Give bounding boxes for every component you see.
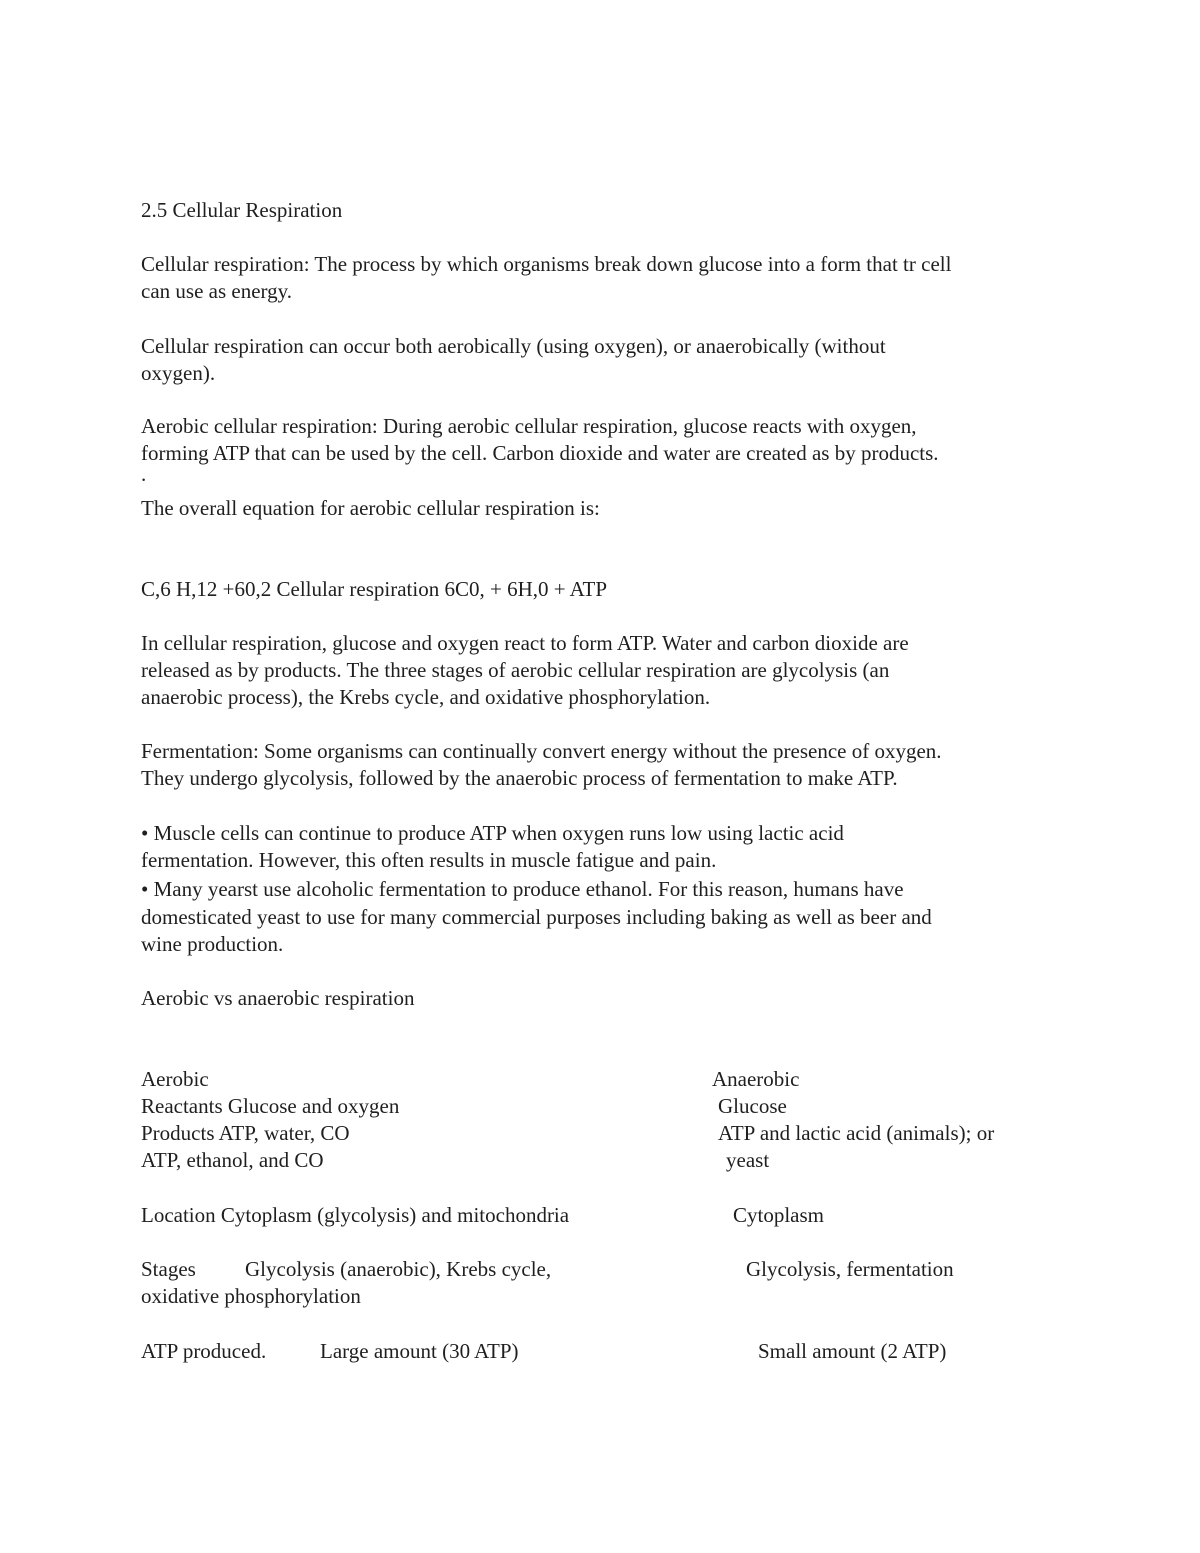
atp-anaerobic: Small amount (2 ATP)	[758, 1339, 947, 1363]
bullet-line-5: wine production.	[141, 932, 284, 956]
products-anaerobic-2: yeast	[726, 1148, 770, 1172]
stages-label: Stages	[141, 1257, 196, 1281]
equation-intro: The overall equation for aerobic cellular respiration is:	[141, 496, 600, 520]
location-anaerobic: Cytoplasm	[733, 1203, 825, 1227]
definition-line-2: can use as energy.	[141, 279, 293, 303]
products-aerobic-2: ATP, ethanol, and CO	[141, 1148, 324, 1172]
bullet-line-3: • Many yearst use alcoholic fermentation to produce ethanol. For this reason, humans have	[141, 877, 904, 901]
aerobic-column-header: Aerobic	[141, 1067, 209, 1091]
atp-produced-label: ATP produced.	[141, 1339, 267, 1363]
intro-line-1: Cellular respiration can occur both aerobically (using oxygen), or anaerobically (without	[141, 334, 886, 358]
bullet-line-1: • Muscle cells can continue to produce ATP when oxygen runs low using lactic acid	[141, 821, 844, 845]
stages-aerobic: Glycolysis (anaerobic), Krebs cycle,	[245, 1257, 552, 1281]
stages-aerobic-2: oxidative phosphorylation	[141, 1284, 361, 1308]
respiration-equation: C,6 H,12 +60,2 Cellular respiration 6C0, + 6H,0 + ATP	[141, 577, 608, 601]
comparison-heading: Aerobic vs anaerobic respiration	[141, 986, 415, 1010]
stages-anaerobic: Glycolysis, fermentation	[746, 1257, 954, 1281]
aerobic-def-line-2: forming ATP that can be used by the cell. Carbon dioxide and water are created as by products.	[141, 441, 939, 465]
reactants-aerobic: Reactants Glucose and oxygen	[141, 1094, 400, 1118]
fermentation-line-2: They undergo glycolysis, followed by the anaerobic process of fermentation to make ATP.	[141, 766, 898, 790]
bullet-line-4: domesticated yeast to use for many commercial purposes including baking as well as beer and	[141, 905, 932, 929]
products-anaerobic: ATP and lactic acid (animals); or	[718, 1121, 995, 1145]
fermentation-line-1: Fermentation: Some organisms can continually convert energy without the presence of oxygen.	[141, 739, 942, 763]
anaerobic-column-header: Anaerobic	[712, 1067, 800, 1091]
bullet-line-2: fermentation. However, this often results in muscle fatigue and pain.	[141, 848, 717, 872]
summary-line-1: In cellular respiration, glucose and oxygen react to form ATP. Water and carbon dioxide are	[141, 631, 909, 655]
document-title: 2.5 Cellular Respiration	[141, 198, 343, 222]
reactants-anaerobic: Glucose	[718, 1094, 787, 1118]
summary-line-3: anaerobic process), the Krebs cycle, and oxidative phosphorylation.	[141, 685, 711, 709]
atp-aerobic: Large amount (30 ATP)	[320, 1339, 519, 1363]
location-aerobic: Location Cytoplasm (glycolysis) and mitochondria	[141, 1203, 570, 1227]
aerobic-def-line-1: Aerobic cellular respiration: During aerobic cellular respiration, glucose reacts with oxygen,	[141, 414, 917, 438]
products-aerobic: Products ATP, water, CO	[141, 1121, 350, 1145]
intro-line-2: oxygen).	[141, 361, 216, 385]
aerobic-def-line-3: .	[141, 462, 147, 486]
definition-line-1: Cellular respiration: The process by which organisms break down glucose into a form that tr cell	[141, 252, 952, 276]
summary-line-2: released as by products. The three stages of aerobic cellular respiration are glycolysis (an	[141, 658, 890, 682]
